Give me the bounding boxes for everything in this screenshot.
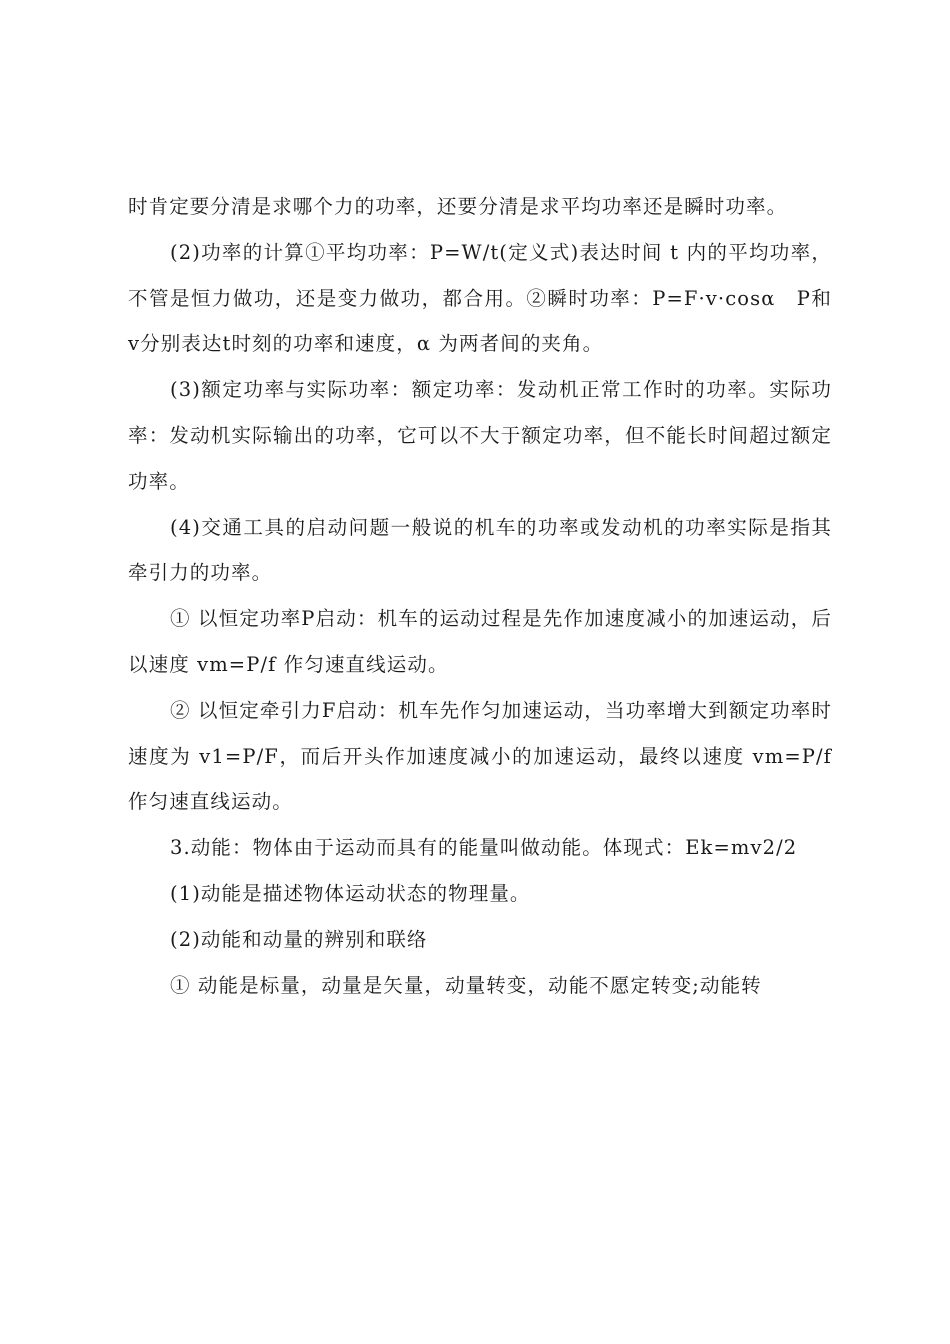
document-body — [128, 184, 832, 1008]
paragraph-power-calculation: (2)功率的计算①平均功率：P=W/t(定义式)表达时间 t 内的平均功率，不管是恒力做功，还是变力做功，都合用。②瞬时功率：P=F·v·cosα P和v分别表达t时刻的功率和速度，α 为两者间的夹角。 — [128, 240, 832, 356]
paragraph-kinetic-energy-desc: (1)动能是描述物体运动状态的物理量。 — [170, 881, 531, 905]
paragraph-scalar-vector: ① 动能是标量，动量是矢量，动量转变，动能不愿定转变;动能转 — [170, 973, 762, 997]
paragraph-constant-power-start: ① 以恒定功率P启动：机车的运动过程是先作加速度减小的加速运动，后以速度 vm=P/f 作匀速直线运动。 — [128, 607, 832, 676]
paragraph-kinetic-energy: 3.动能：物体由于运动而具有的能量叫做动能。体现式：Ek=mv2/2 — [170, 836, 798, 860]
paragraph-continuation: 时肯定要分清是求哪个力的功率，还要分清是求平均功率还是瞬时功率。 — [128, 195, 788, 218]
paragraph-energy-momentum: (2)动能和动量的辨别和联络 — [170, 927, 428, 951]
paragraph-vehicle-startup: (4)交通工具的启动问题一般说的机车的功率或发动机的功率实际是指其牵引力的功率。 — [128, 515, 832, 585]
paragraph-constant-force-start: ② 以恒定牵引力F启动：机车先作匀加速运动，当功率增大到额定功率时速度为 v1=P/F，而后开头作加速度减小的加速运动，最终以速度 vm=P/f 作匀速直线运动。 — [128, 698, 832, 814]
paragraph-rated-power: (3)额定功率与实际功率：额定功率：发动机正常工作时的功率。实际功率：发动机实际输出的功率，它可以不大于额定功率，但不能长时间超过额定功率。 — [128, 378, 832, 493]
